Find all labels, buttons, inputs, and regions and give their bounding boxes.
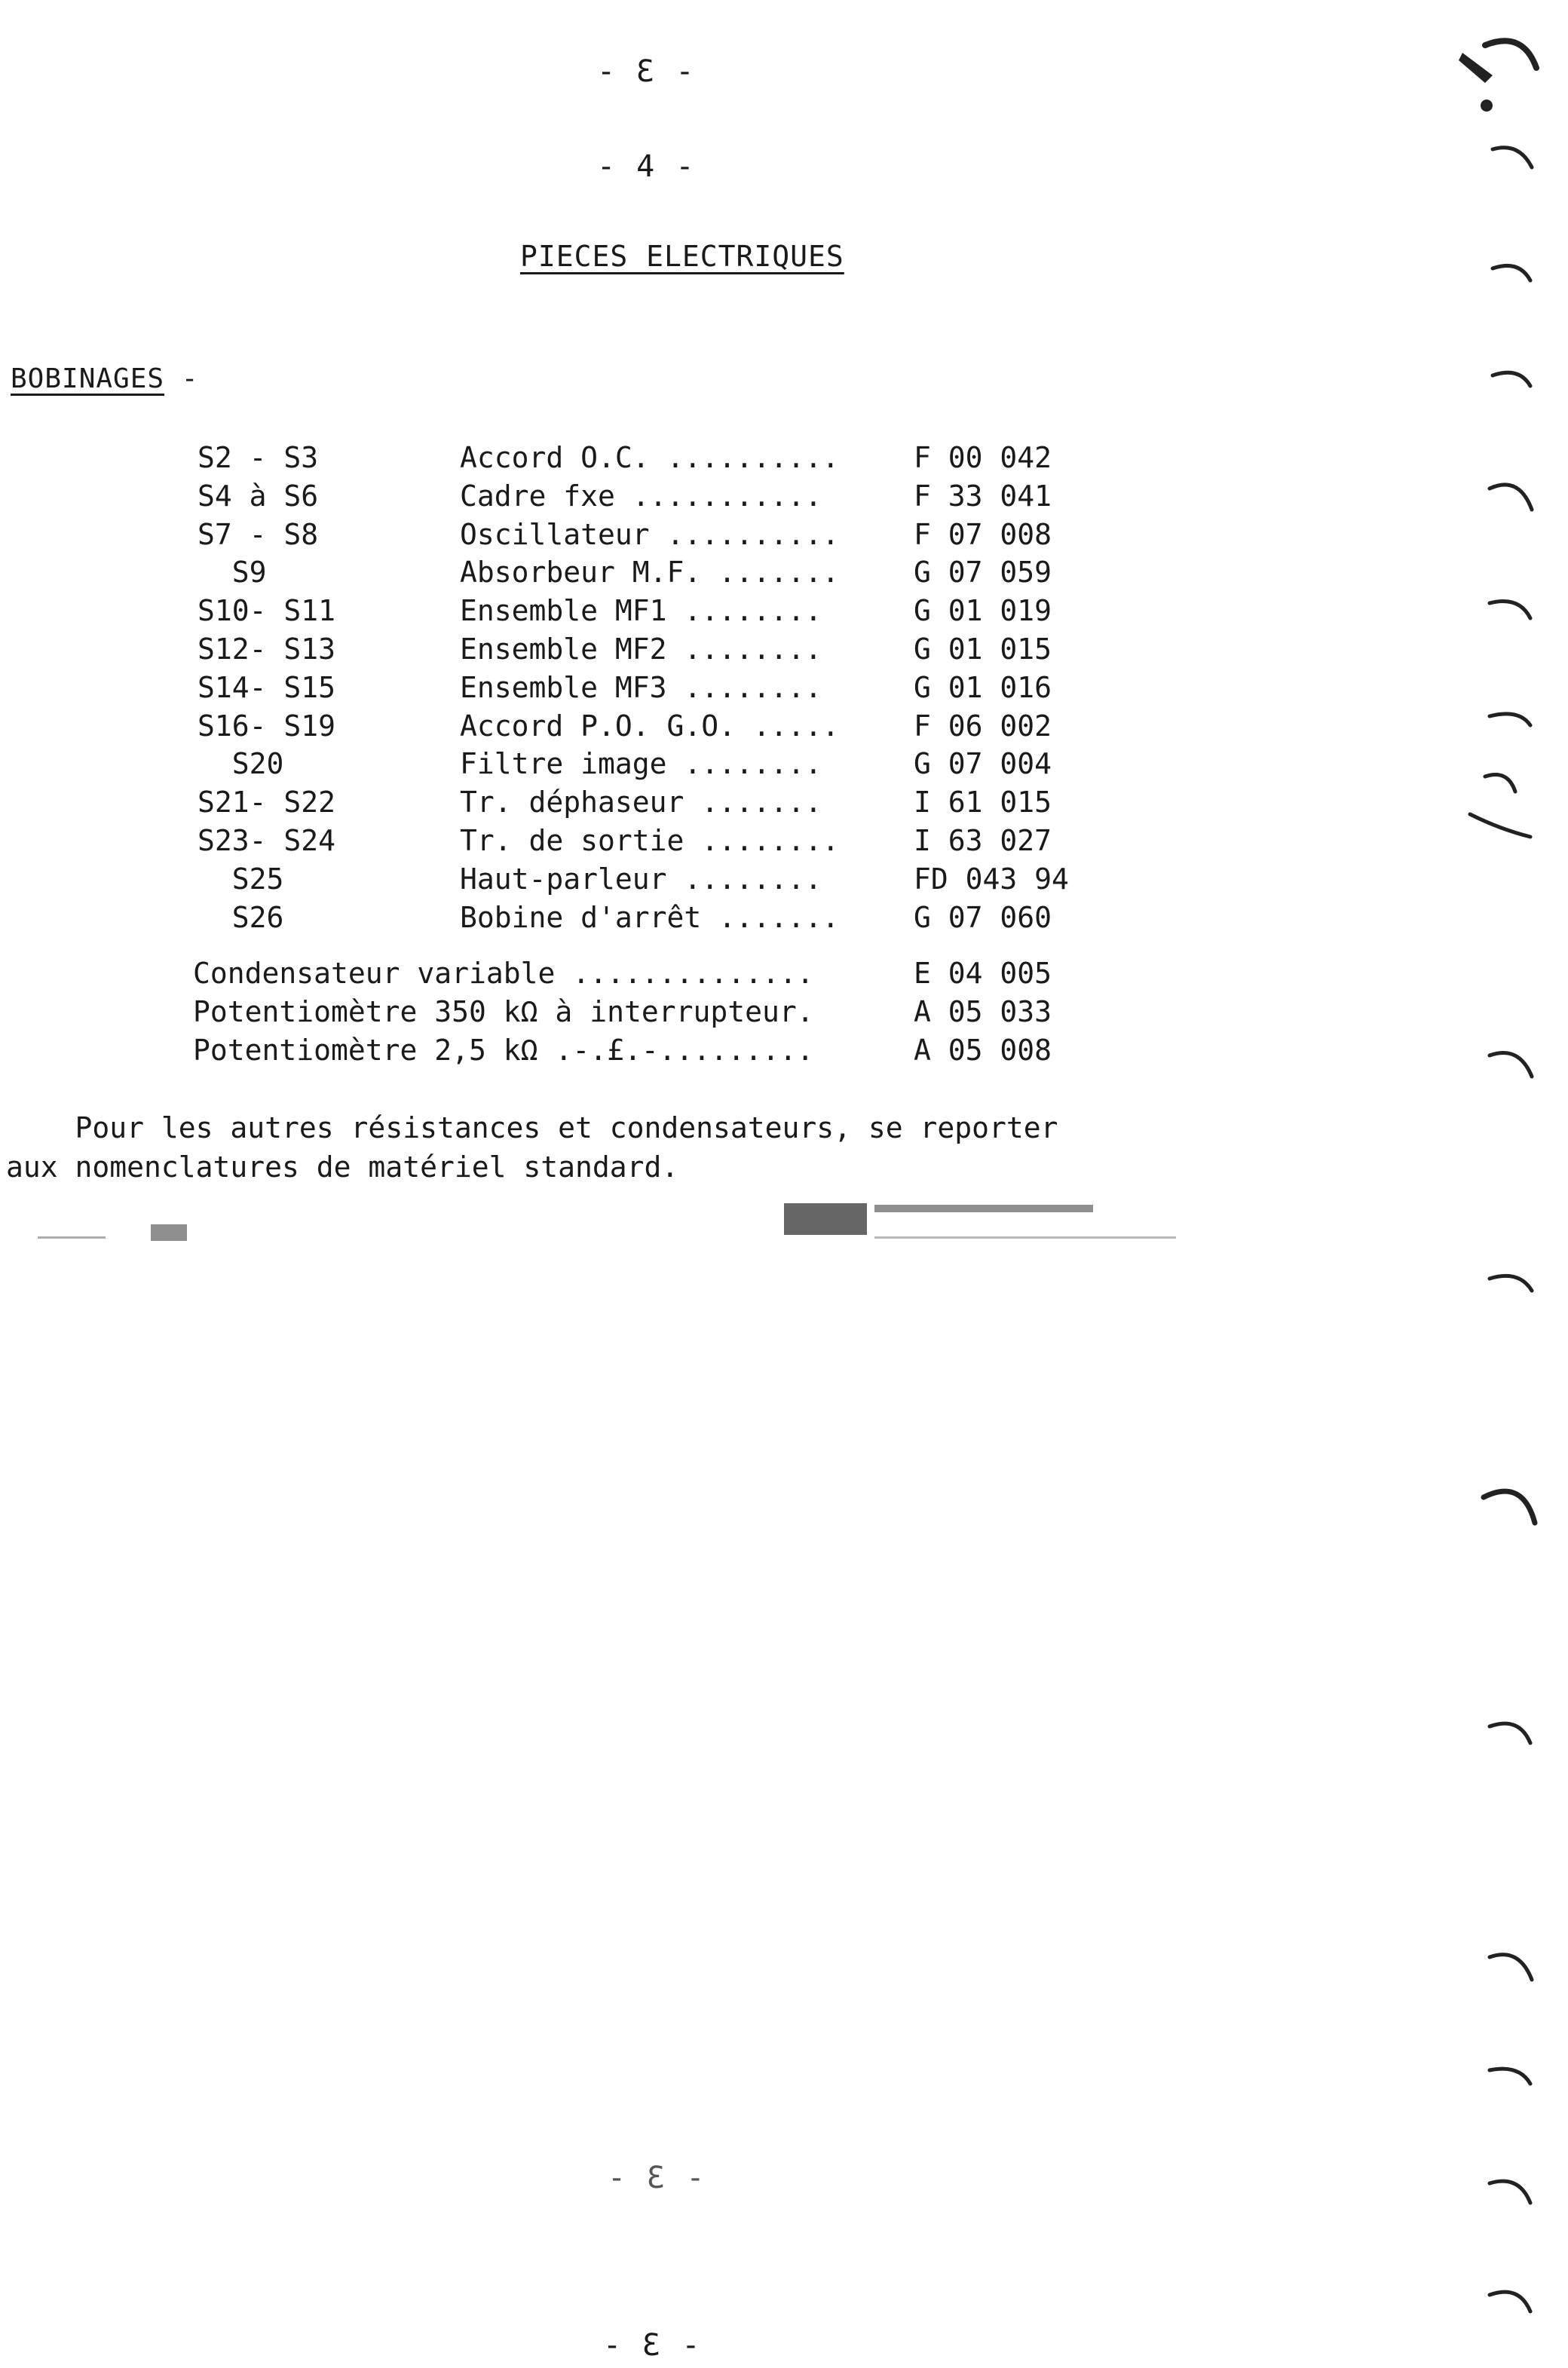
part-code: F 07 008 (914, 518, 1052, 551)
part-description: Tr. déphaseur ....... (460, 786, 822, 819)
binding-mark (1484, 1491, 1535, 1523)
note-line-2: aux nomenclatures de matériel standard. (6, 1150, 679, 1184)
part-description: Potentiomètre 350 kΩ à interrupteur. (193, 995, 814, 1028)
section-suffix: - (164, 363, 199, 394)
coil-ref: S16- S19 (198, 709, 336, 743)
binding-mark (1490, 1276, 1532, 1291)
page-title: PIECES ELECTRIQUES (520, 240, 844, 273)
page-number: - 4 - (597, 149, 696, 184)
table-row (0, 745, 1568, 783)
binding-mark (1493, 265, 1530, 280)
table-row (0, 630, 1568, 668)
part-description: Potentiomètre 2,5 kΩ .-.£.-......... (193, 1034, 814, 1067)
coil-ref: S2 - S3 (198, 441, 319, 474)
scan-smudge (874, 1205, 1093, 1212)
table-row (0, 669, 1568, 706)
coil-ref: S9 (198, 556, 267, 589)
binding-mark (1470, 775, 1530, 838)
scan-smudge (874, 1236, 1176, 1239)
coil-ref: S25 (198, 862, 284, 896)
part-description: Condensateur variable .............. (193, 957, 814, 990)
binding-mark (1490, 602, 1530, 619)
part-code: G 01 019 (914, 594, 1052, 627)
part-code: A 05 008 (914, 1034, 1052, 1067)
part-description: Tr. de sortie ........ (460, 824, 840, 857)
part-description: Cadre fxe ........... (460, 479, 822, 513)
table-row (0, 516, 1568, 553)
section-title: BOBINAGES (11, 363, 165, 394)
table-row (0, 860, 1568, 898)
coil-ref: S23- S24 (198, 824, 336, 857)
coil-ref: S12- S13 (198, 633, 336, 666)
part-description: Accord P.O. G.O. ..... (460, 709, 840, 743)
part-code: I 61 015 (914, 786, 1052, 819)
binding-marks (1440, 0, 1545, 2368)
table-row (0, 899, 1568, 936)
binding-mark (1490, 485, 1532, 510)
table-row (0, 707, 1568, 745)
part-code: F 06 002 (914, 709, 1052, 743)
scan-smudge (151, 1224, 187, 1241)
part-code: F 33 041 (914, 479, 1052, 513)
coil-ref: S26 (198, 901, 284, 934)
part-code: G 07 004 (914, 747, 1052, 780)
table-row (0, 993, 1568, 1031)
part-code: G 01 016 (914, 671, 1052, 704)
binding-mark (1490, 2181, 1530, 2203)
binding-dot (1481, 100, 1493, 112)
table-row (0, 783, 1568, 821)
part-code: A 05 033 (914, 995, 1052, 1028)
binding-mark (1493, 148, 1532, 167)
part-code: G 07 060 (914, 901, 1052, 934)
binding-mark (1490, 2069, 1530, 2084)
section-heading (11, 363, 198, 394)
table-row (0, 592, 1568, 630)
binding-mark (1459, 53, 1493, 83)
footer-page-number-b: - Ɛ - (603, 2328, 702, 2363)
table-row (0, 954, 1568, 992)
table-row (0, 822, 1568, 859)
coil-ref: S21- S22 (198, 786, 336, 819)
scan-smudge (38, 1236, 106, 1239)
part-description: Absorbeur M.F. ....... (460, 556, 840, 589)
part-code: F 00 042 (914, 441, 1052, 474)
part-description: Ensemble MF1 ........ (460, 594, 822, 627)
part-description: Bobine d'arrêt ....... (460, 901, 840, 934)
coil-ref: S7 - S8 (198, 518, 319, 551)
page-number-top: - Ɛ - (597, 54, 696, 89)
note-line-1: Pour les autres résistances et condensateurs, se reporter (6, 1111, 1058, 1144)
part-code: E 04 005 (914, 957, 1052, 990)
table-row (0, 553, 1568, 591)
part-description: Haut-parleur ........ (460, 862, 822, 896)
binding-mark (1485, 41, 1536, 68)
binding-mark (1490, 1955, 1532, 1980)
part-code: G 01 015 (914, 633, 1052, 666)
binding-mark (1490, 2292, 1530, 2311)
part-description: Ensemble MF3 ........ (460, 671, 822, 704)
part-description: Accord O.C. .......... (460, 441, 840, 474)
coil-ref: S4 à S6 (198, 479, 319, 513)
scan-smudge (784, 1203, 867, 1235)
part-code: I 63 027 (914, 824, 1052, 857)
binding-mark (1490, 1723, 1530, 1743)
part-description: Oscillateur .......... (460, 518, 840, 551)
part-description: Ensemble MF2 ........ (460, 633, 822, 666)
coil-ref: S20 (198, 747, 284, 780)
binding-mark (1493, 372, 1530, 386)
part-description: Filtre image ........ (460, 747, 822, 780)
binding-mark (1490, 714, 1530, 725)
footer-page-number-a: - Ɛ - (608, 2161, 706, 2195)
binding-mark (1490, 1053, 1532, 1077)
table-row (0, 477, 1568, 515)
part-code: FD 043 94 (914, 862, 1069, 896)
part-code: G 07 059 (914, 556, 1052, 589)
coil-ref: S10- S11 (198, 594, 336, 627)
table-row (0, 1031, 1568, 1069)
coil-ref: S14- S15 (198, 671, 336, 704)
table-row (0, 439, 1568, 476)
